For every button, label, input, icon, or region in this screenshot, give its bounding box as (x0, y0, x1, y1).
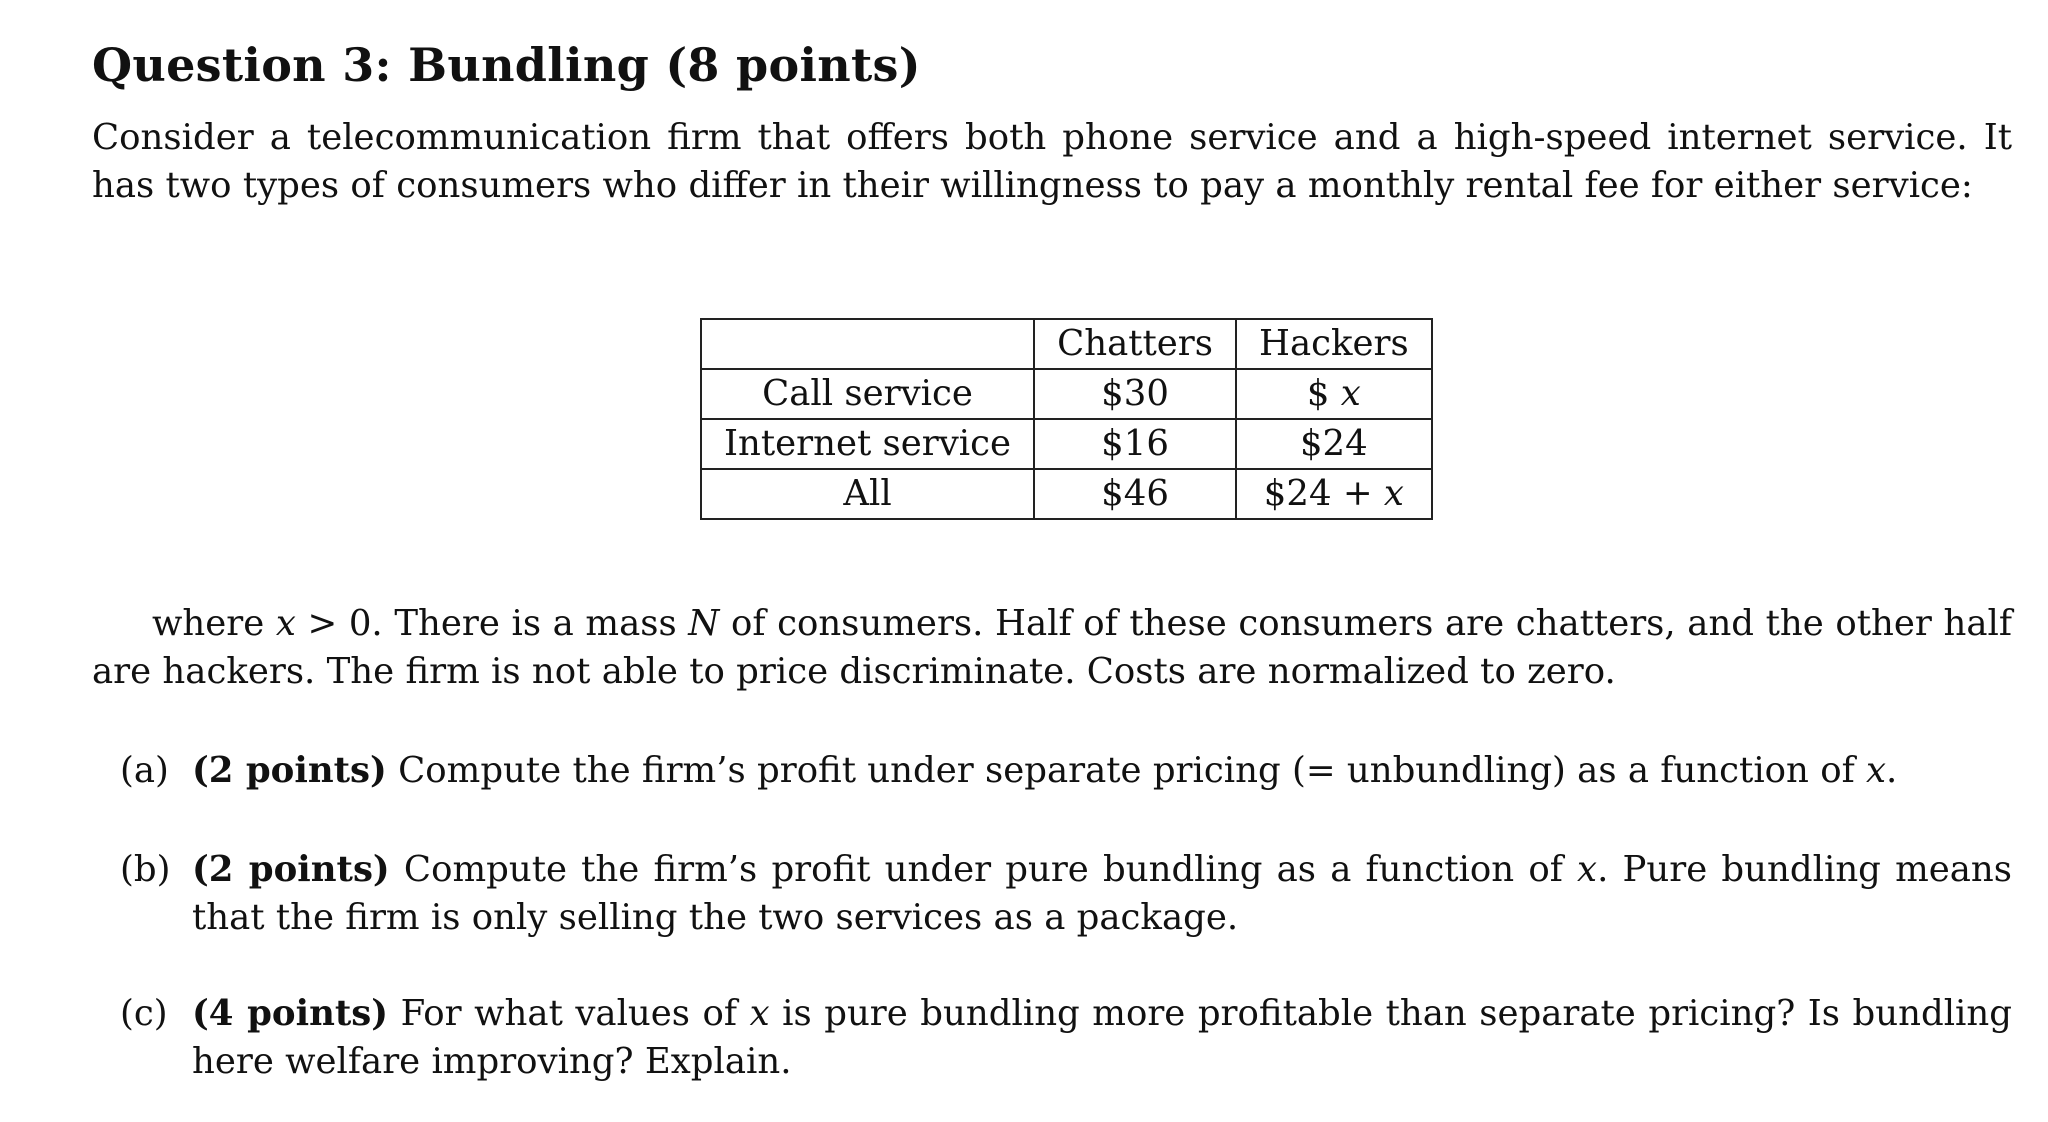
table-row (701, 369, 1432, 419)
assumptions-rest: of consumers. Half of these consumers are chatters, and the other half are hackers. The firm is not able to price discriminate. Costs are normalized to zero. (92, 603, 2012, 692)
assumptions-condition: > 0. There is a mass (295, 603, 689, 644)
row-label-call-service: Call service (701, 369, 1034, 419)
willingness-to-pay-table (700, 318, 1433, 520)
part-a-var: x (1866, 750, 1887, 791)
part-a-marker: (a) (120, 750, 169, 791)
row-label-all: All (701, 469, 1034, 519)
cell-all-chatters: $46 (1034, 469, 1236, 519)
part-a-text: Compute the firm’s profit under separate pricing (= unbundling) as a function of (386, 750, 1866, 791)
table-header-row (701, 319, 1432, 369)
cell-all-hackers-var: x (1383, 473, 1404, 514)
part-c-points: (4 points) (192, 993, 389, 1034)
part-b-marker: (b) (120, 849, 171, 890)
part-b-points: (2 points) (192, 849, 390, 890)
cell-call-hackers (1236, 369, 1432, 419)
assumptions-lead: where (152, 603, 276, 644)
assumptions-var-x: x (275, 603, 296, 644)
part-c-tail: is pure bundling more profitable than separate pricing? Is bundling here welfare improving? Explain. (192, 993, 2012, 1082)
header-hackers: Hackers (1236, 319, 1432, 369)
cell-internet-chatters: $16 (1034, 419, 1236, 469)
cell-call-hackers-var: x (1340, 373, 1361, 414)
part-c-text: For what values of (388, 993, 750, 1034)
table-row (701, 469, 1432, 519)
part-b-body (192, 846, 2012, 942)
part-b-var: x (1577, 849, 1598, 890)
cell-call-hackers-prefix: $ (1306, 373, 1341, 414)
cell-internet-hackers: $24 (1236, 419, 1432, 469)
part-b (120, 846, 2012, 942)
part-c (120, 990, 2012, 1086)
row-label-internet-service: Internet service (701, 419, 1034, 469)
part-c-body (192, 990, 2012, 1086)
assumptions-var-n: N (688, 603, 720, 644)
part-a (120, 747, 2012, 795)
assumptions-paragraph (92, 600, 2012, 696)
cell-call-chatters: $30 (1034, 369, 1236, 419)
table-corner-cell (701, 319, 1034, 369)
part-b-tail: . Pure bundling means that the firm is only selling the two services as a package. (192, 849, 2012, 938)
table-row (701, 419, 1432, 469)
part-a-body (192, 747, 2012, 795)
part-c-marker: (c) (120, 993, 168, 1034)
part-b-text: Compute the firm’s profit under pure bundling as a function of (389, 849, 1578, 890)
cell-all-hackers-prefix: $24 + (1263, 473, 1384, 514)
header-chatters: Chatters (1034, 319, 1236, 369)
part-c-var: x (749, 993, 770, 1034)
cell-all-hackers (1236, 469, 1432, 519)
part-a-tail: . (1886, 750, 1898, 791)
intro-paragraph: Consider a telecommunication firm that offers both phone service and a high-speed internet service. It has two types of consumers who differ in their willingness to pay a monthly rental fee for either service: (92, 117, 2012, 206)
question-title: Question 3: Bundling (8 points) (92, 38, 921, 92)
part-a-points: (2 points) (192, 750, 387, 791)
